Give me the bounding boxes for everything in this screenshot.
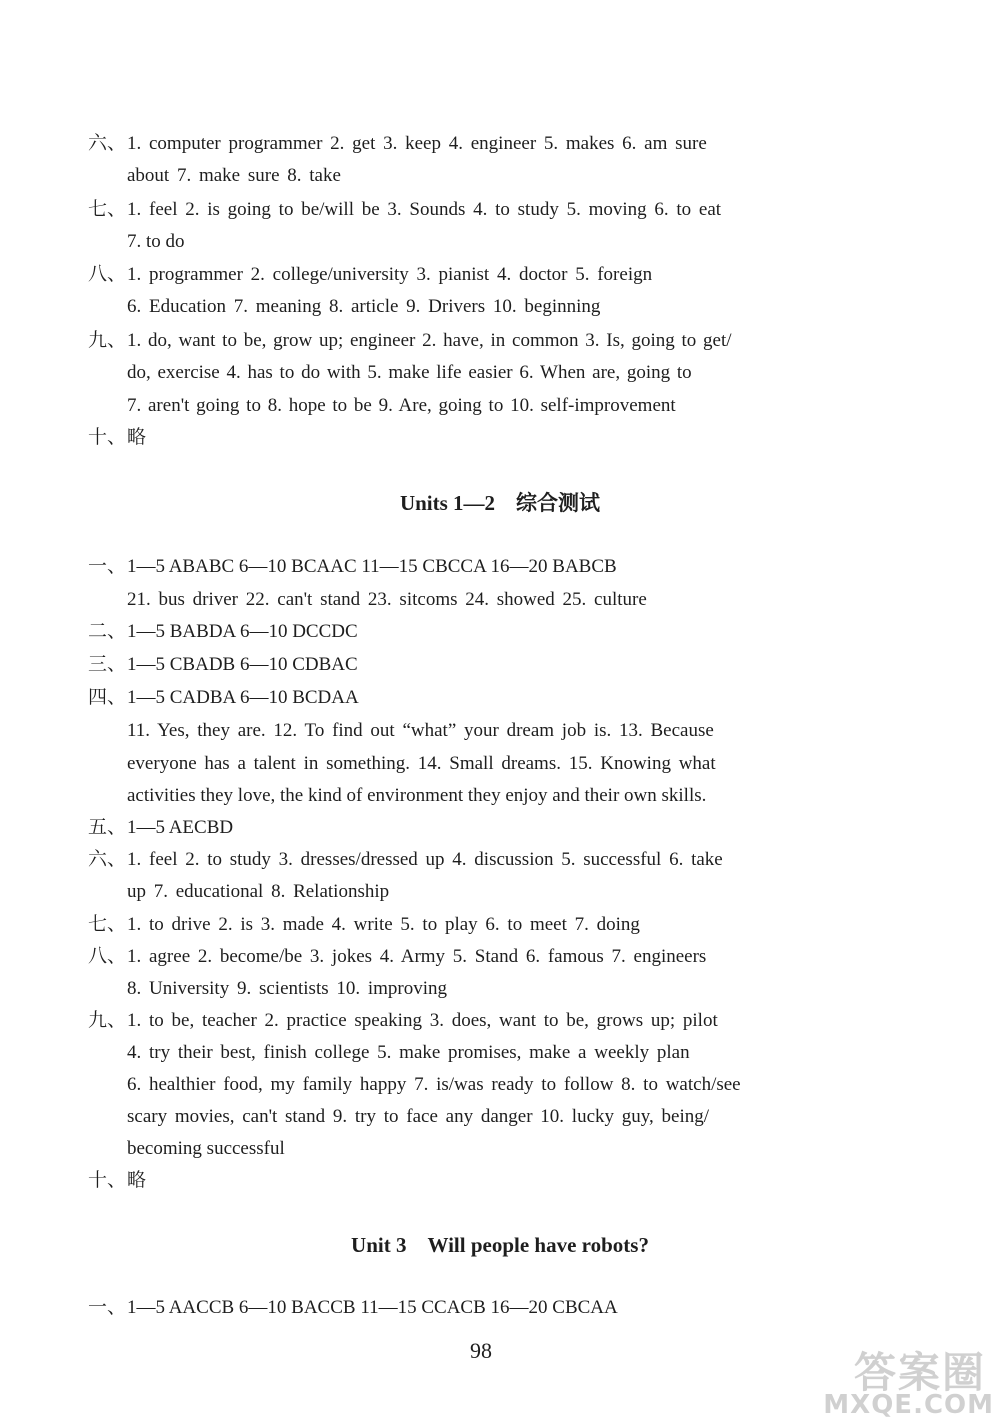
section-title: Unit 3 Will people have robots? <box>351 1233 649 1257</box>
answer-line: 6. healthier food, my family happy 7. is/was ready to follow 8. to watch/see <box>127 1074 741 1095</box>
item-number: 十、 <box>88 427 127 448</box>
answer-line: 略 <box>127 1170 147 1191</box>
answer-line: 1. feel 2. to study 3. dresses/dressed up 4. discussion 5. successful 6. take <box>127 849 723 870</box>
answer-line: 21. bus driver 22. can't stand 23. sitcoms 24. showed 25. culture <box>127 589 647 610</box>
answer-line: 1—5 CADBA 6—10 BCDAA <box>127 687 359 708</box>
answer-line: 8. University 9. scientists 10. improving <box>127 978 448 999</box>
answer-line: 略 <box>127 427 147 448</box>
answer-line: 4. try their best, finish college 5. make promises, make a weekly plan <box>127 1042 690 1063</box>
answer-line: 1—5 BABDA 6—10 DCCDC <box>127 621 358 642</box>
answer-line: 1. programmer 2. college/university 3. pianist 4. doctor 5. foreign <box>127 264 653 285</box>
answer-line: 7. to do <box>127 231 185 252</box>
answer-line: 1—5 CBADB 6—10 CDBAC <box>127 654 358 675</box>
answer-line: 1—5 AACCB 6—10 BACCB 11—15 CCACB 16—20 CBCAA <box>127 1297 618 1318</box>
answer-line: scary movies, can't stand 9. try to face any danger 10. lucky guy, being/ <box>127 1106 710 1127</box>
answer-line: 1. feel 2. is going to be/will be 3. Sounds 4. to study 5. moving 6. to eat <box>127 199 722 220</box>
item-number: 六、 <box>88 133 127 154</box>
item-number: 五、 <box>88 817 127 838</box>
item-number: 一、 <box>88 556 127 577</box>
answer-line: 1. do, want to be, grow up; engineer 2. have, in common 3. Is, going to get/ <box>127 330 732 351</box>
answer-line: activities they love, the kind of environment they enjoy and their own skills. <box>127 785 707 806</box>
answer-line: everyone has a talent in something. 14. Small dreams. 15. Knowing what <box>127 753 716 774</box>
watermark-url: MXQE.COM <box>823 1390 994 1420</box>
item-number: 三、 <box>88 654 127 675</box>
answer-line: do, exercise 4. has to do with 5. make life easier 6. When are, going to <box>127 362 692 383</box>
page-number: 98 <box>470 1338 492 1363</box>
answer-line: 1—5 AECBD <box>127 817 234 838</box>
item-number: 七、 <box>88 914 127 935</box>
item-number: 一、 <box>88 1297 127 1318</box>
watermark-logo <box>782 1340 994 1420</box>
answer-line: 6. Education 7. meaning 8. article 9. Drivers 10. beginning <box>127 296 601 317</box>
answer-line: 1—5 ABABC 6—10 BCAAC 11—15 CBCCA 16—20 BABCB <box>127 556 617 577</box>
answer-line: becoming successful <box>127 1138 285 1159</box>
section-title: Units 1—2 综合测试 <box>399 491 601 515</box>
item-number: 四、 <box>88 687 127 708</box>
item-number: 八、 <box>88 264 127 285</box>
answer-line: up 7. educational 8. Relationship <box>127 881 390 902</box>
item-number: 七、 <box>88 199 127 220</box>
item-number: 八、 <box>88 946 127 967</box>
answer-line: 1. computer programmer 2. get 3. keep 4. engineer 5. makes 6. am sure <box>127 133 707 154</box>
watermark-text: 答案圈 <box>853 1348 986 1397</box>
item-number: 六、 <box>88 849 127 870</box>
item-number: 九、 <box>88 330 127 351</box>
answer-line: 1. agree 2. become/be 3. jokes 4. Army 5. Stand 6. famous 7. engineers <box>127 946 707 967</box>
answer-line: about 7. make sure 8. take <box>127 165 341 186</box>
answer-line: 1. to be, teacher 2. practice speaking 3. does, want to be, grows up; pilot <box>127 1010 718 1031</box>
answer-line: 7. aren't going to 8. hope to be 9. Are, going to 10. self-improvement <box>127 395 676 416</box>
answer-line: 1. to drive 2. is 3. made 4. write 5. to play 6. to meet 7. doing <box>127 914 640 935</box>
item-number: 二、 <box>88 621 127 642</box>
item-number: 十、 <box>88 1170 127 1191</box>
item-number: 九、 <box>88 1010 127 1031</box>
answer-line: 11. Yes, they are. 12. To find out “what” your dream job is. 13. Because <box>127 720 714 741</box>
